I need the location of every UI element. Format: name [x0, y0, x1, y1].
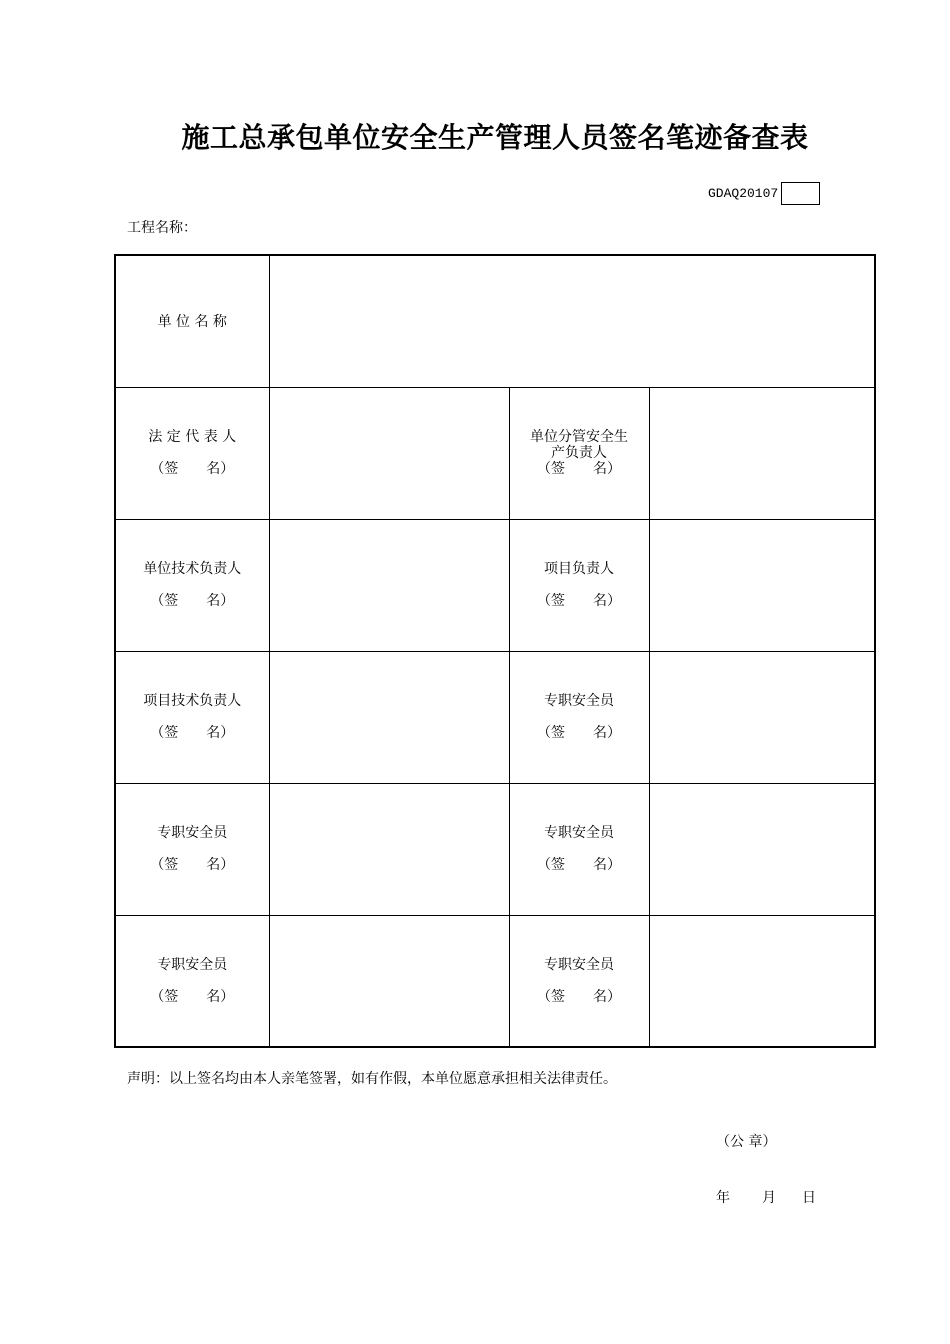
sign-hint: （签 名） — [537, 593, 621, 609]
label-project-tech-head: 项目技术负责人 （签 名） — [115, 651, 269, 783]
label-legal-rep: 法 定 代 表 人 （签 名） — [115, 387, 269, 519]
project-name-label: 工程名称： — [127, 220, 197, 236]
sign-hint: （签 名） — [150, 461, 235, 477]
date-month: 月 — [762, 1190, 776, 1206]
signature-field-project-tech-head[interactable] — [269, 651, 509, 783]
label-safety-officer: 专职安全员 （签 名） — [115, 915, 269, 1047]
signature-field-safety-head[interactable] — [649, 387, 875, 519]
label-safety-officer: 专职安全员 （签 名） — [509, 783, 649, 915]
label-safety-officer: 专职安全员 （签 名） — [115, 783, 269, 915]
form-code — [708, 181, 820, 205]
signature-field-safety-officer-3[interactable] — [649, 783, 875, 915]
label-unit-name: 单 位 名 称 — [115, 255, 269, 387]
sign-hint: （签 名） — [150, 857, 235, 873]
date-line — [716, 1187, 816, 1207]
sign-hint: （签 名） — [537, 725, 621, 741]
form-code-text: GDAQ20107 — [708, 185, 779, 201]
label-project-head: 项目负责人 （签 名） — [509, 519, 649, 651]
label-safety-officer: 专职安全员 （签 名） — [509, 651, 649, 783]
page-title: 施工总承包单位安全生产管理人员签名笔迹备查表 — [181, 121, 809, 154]
signature-table — [114, 254, 876, 1048]
sign-hint: （签 名） — [537, 988, 621, 1005]
unit-name-field[interactable] — [269, 255, 875, 387]
sign-hint: （签 名） — [150, 725, 235, 741]
signature-field-tech-head[interactable] — [269, 519, 509, 651]
sign-hint: （签 名） — [537, 461, 621, 477]
label-safety-head: 单位分管安全生产负责人 （签 名） — [509, 387, 649, 519]
statement: 声明：以上签名均由本人亲笔签署，如有作假，本单位愿意承担相关法律责任。 — [127, 1071, 617, 1087]
signature-field-safety-officer-4[interactable] — [269, 915, 509, 1047]
signature-field-safety-officer-2[interactable] — [269, 783, 509, 915]
label-tech-head: 单位技术负责人 （签 名） — [115, 519, 269, 651]
sign-hint: （签 名） — [537, 857, 621, 873]
label-safety-officer: 专职安全员 （签 名） — [509, 915, 649, 1047]
date-day: 日 — [802, 1190, 816, 1206]
signature-field-safety-officer-5[interactable] — [649, 915, 875, 1047]
sign-hint: （签 名） — [150, 593, 235, 609]
official-seal-label: （公 章） — [716, 1134, 777, 1150]
sign-hint: （签 名） — [150, 988, 235, 1005]
form-code-suffix-box[interactable] — [781, 182, 820, 205]
signature-field-legal-rep[interactable] — [269, 387, 509, 519]
date-year: 年 — [716, 1190, 730, 1206]
signature-field-project-head[interactable] — [649, 519, 875, 651]
signature-field-safety-officer-1[interactable] — [649, 651, 875, 783]
